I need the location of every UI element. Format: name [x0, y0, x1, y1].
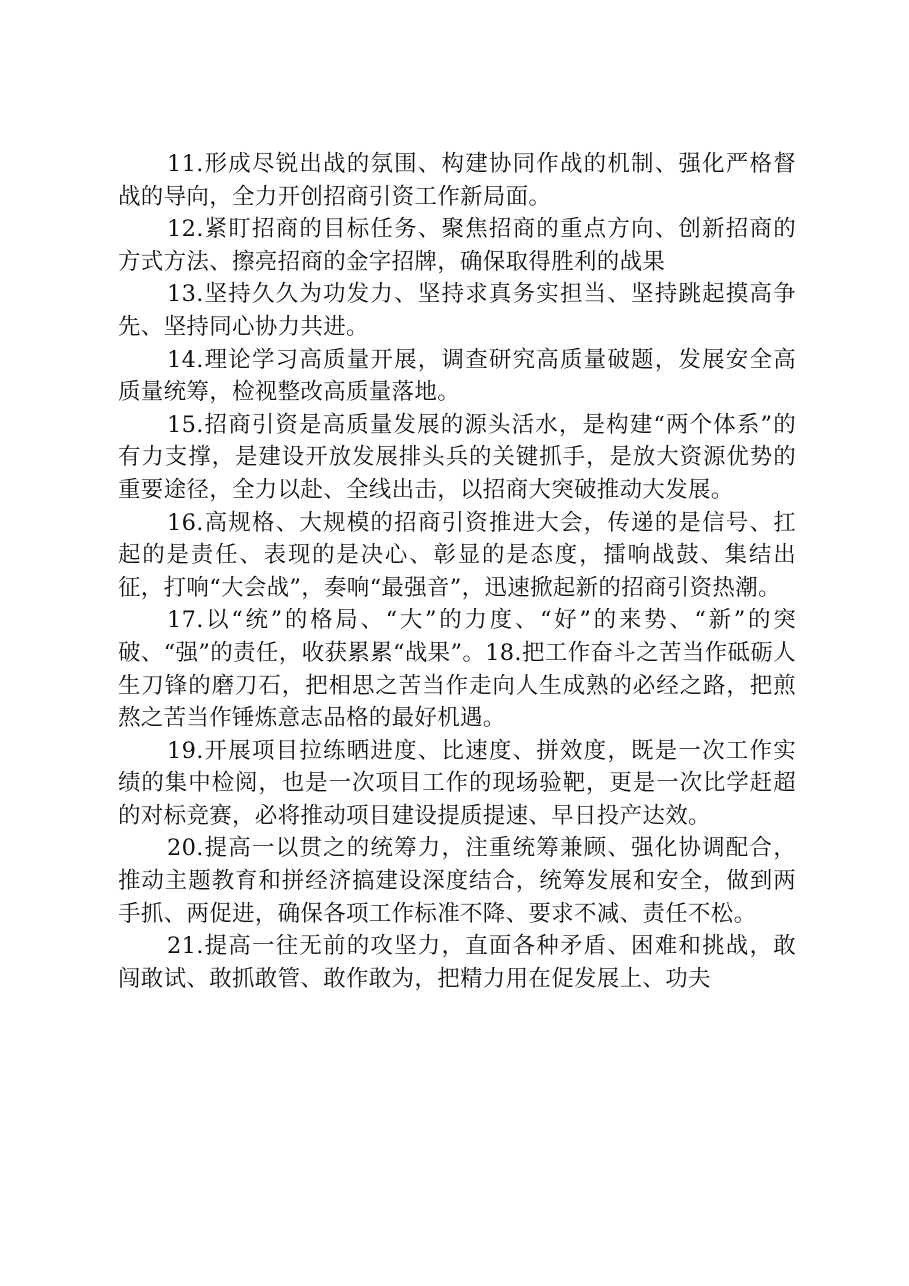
- paragraph-12: 12.紧盯招商的目标任务、聚焦招商的重点方向、创新招商的方式方法、擦亮招商的金字招牌，确保取得胜利的战果: [118, 216, 796, 275]
- document-body: [118, 148, 796, 995]
- paragraph-20: 20.提高一以贯之的统筹力，注重统筹兼顾、强化协调配合，推动主题教育和拼经济搞建设深度结合，统筹发展和安全，做到两手抓、两促进，确保各项工作标准不降、要求不减、责任不松。: [118, 835, 796, 927]
- paragraph-17-18: 17.以“统”的格局、“大”的力度、“好”的来势、“新”的突破、“强”的责任，收获累累“战果”。18.把工作奋斗之苦当作砥砺人生刀锋的磨刀石，把相思之苦当作走向人生成熟的必经之路，把煎熬之苦当作锤炼意志品格的最好机遇。: [118, 607, 796, 732]
- paragraph-11: 11.形成尽锐出战的氛围、构建协同作战的机制、强化严格督战的导向，全力开创招商引资工作新局面。: [118, 151, 796, 210]
- paragraph-13: 13.坚持久久为功发力、坚持求真务实担当、坚持跳起摸高争先、坚持同心协力共进。: [118, 281, 796, 340]
- paragraph-15: 15.招商引资是高质量发展的源头活水，是构建“两个体系”的有力支撑，是建设开放发展排头兵的关键抓手，是放大资源优势的重要途径，全力以赴、全线出击，以招商大突破推动大发展。: [118, 411, 796, 503]
- paragraph-14: 14.理论学习高质量开展，调查研究高质量破题，发展安全高质量统筹，检视整改高质量落地。: [118, 346, 796, 406]
- paragraph-16: 16.高规格、大规模的招商引资推进大会，传递的是信号、扛起的是责任、表现的是决心、彰显的是态度，擂响战鼓、集结出征，打响“大会战”，奏响“最强音”，迅速掀起新的招商引资热潮。: [118, 509, 796, 601]
- paragraph-21: 21.提高一往无前的攻坚力，直面各种矛盾、困难和挑战，敢闯敢试、敢抓敢管、敢作敢为，把精力用在促发展上、功夫: [118, 933, 796, 992]
- paragraph-19: 19.开展项目拉练晒进度、比速度、拼效度，既是一次工作实绩的集中检阅，也是一次项目工作的现场验靶，更是一次比学赶超的对标竞赛，必将推动项目建设提质提速、早日投产达效。: [118, 737, 796, 829]
